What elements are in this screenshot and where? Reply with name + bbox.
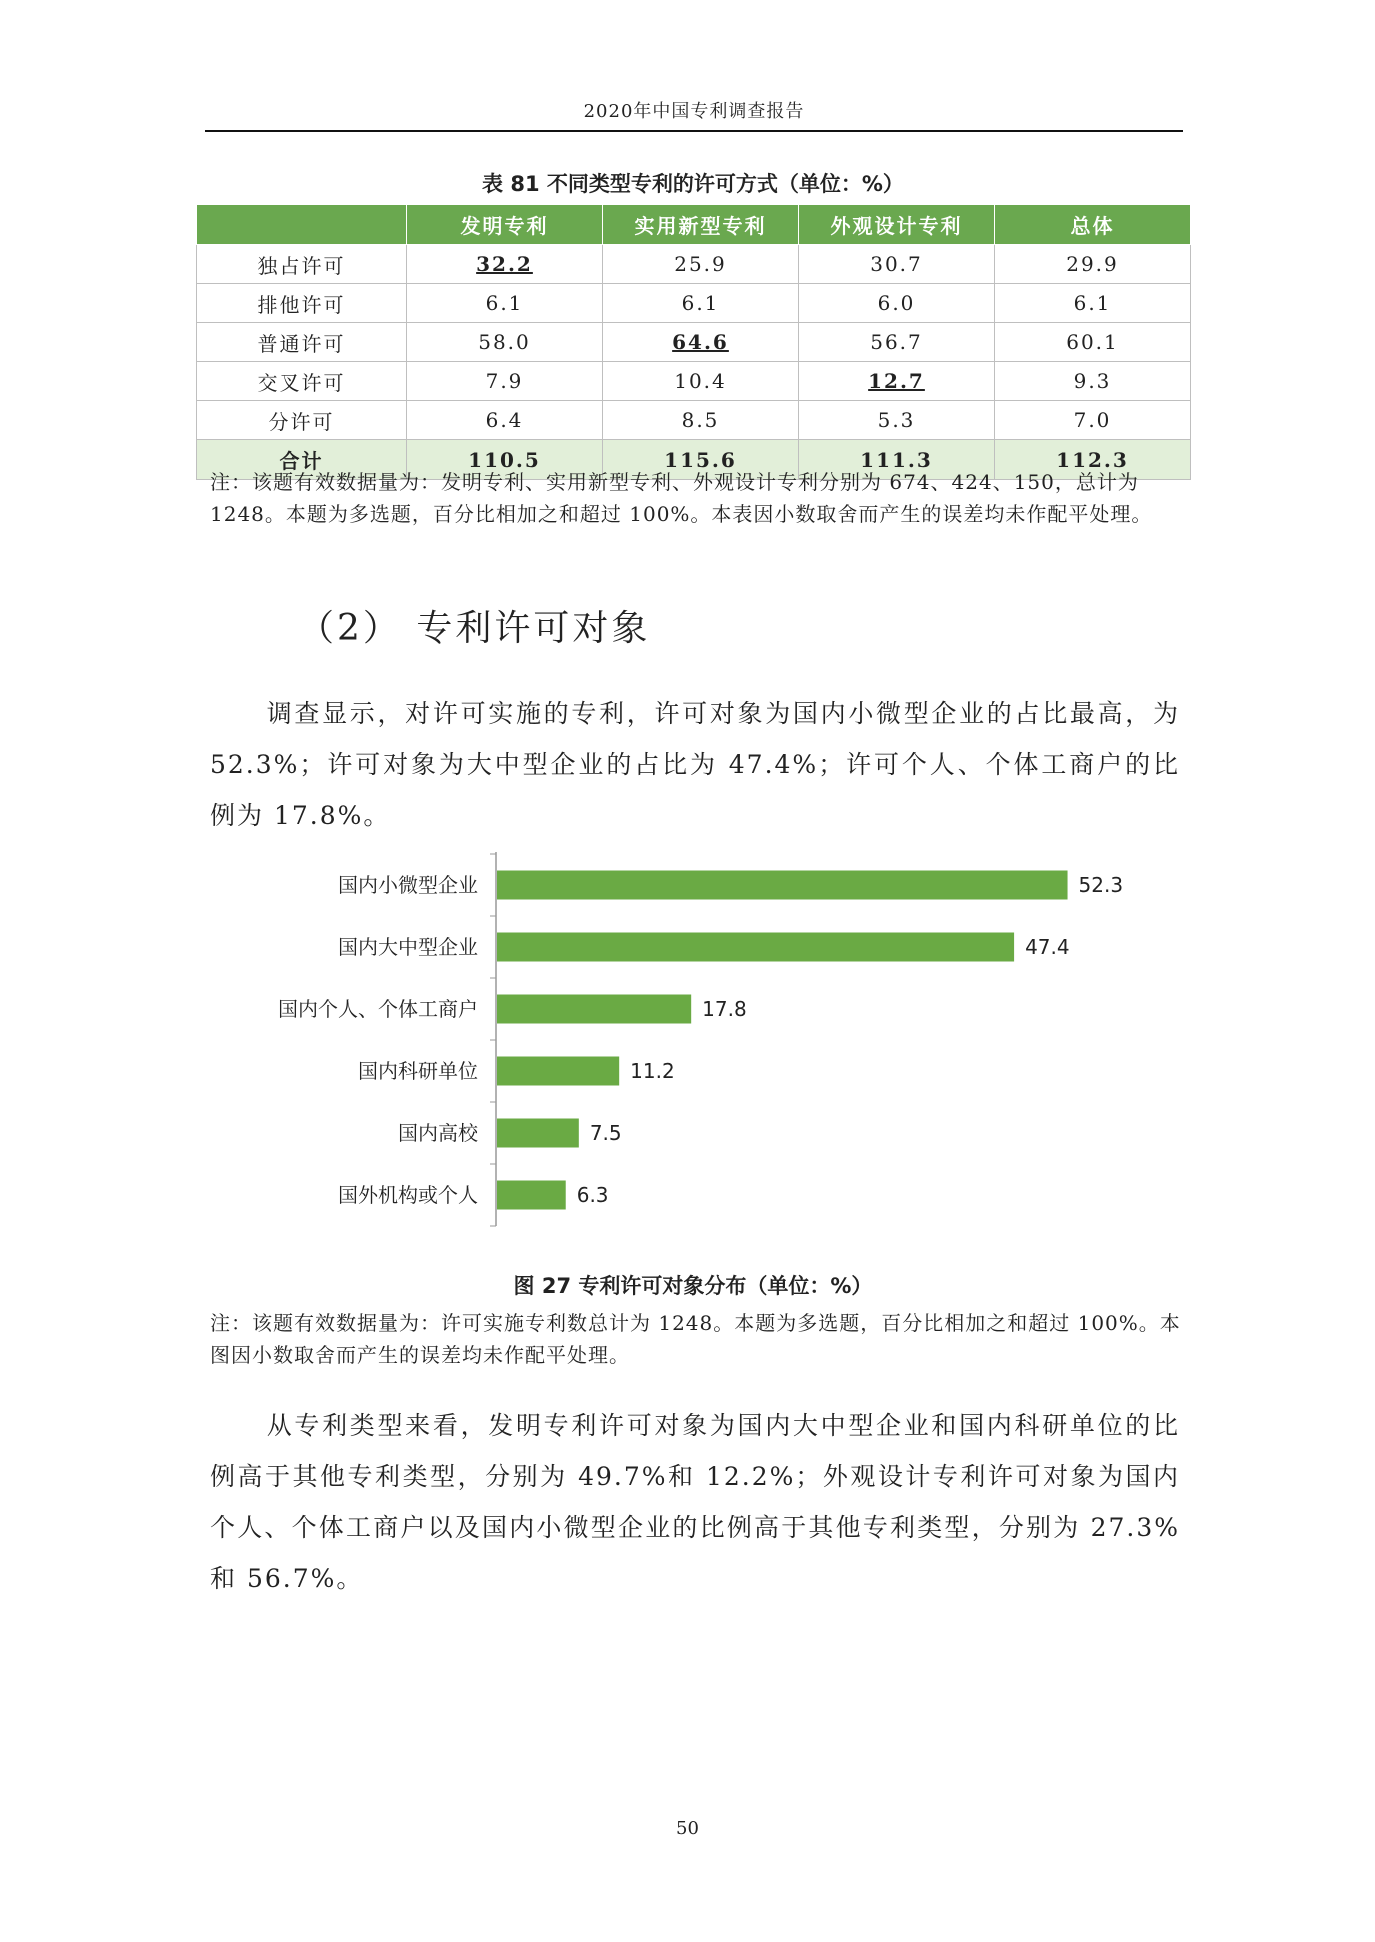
table-cell: 60.1 [995, 323, 1191, 362]
table-cell: 6.1 [603, 284, 799, 323]
table-cell: 64.6 [603, 323, 799, 362]
license-target-bar-chart [220, 850, 1180, 1230]
data-label: 11.2 [630, 1059, 675, 1083]
column-header: 发明专利 [407, 205, 603, 245]
row-label: 独占许可 [197, 245, 407, 284]
table-row [197, 401, 1191, 440]
table-cell: 111.3 [799, 440, 995, 480]
column-header: 实用新型专利 [603, 205, 799, 245]
column-header: 外观设计专利 [799, 205, 995, 245]
data-label: 17.8 [702, 997, 747, 1021]
bar [497, 871, 1068, 900]
table-cell: 32.2 [407, 245, 603, 284]
body-paragraph [210, 688, 1180, 841]
table-cell: 115.6 [603, 440, 799, 480]
row-label: 合计 [197, 440, 407, 480]
category-label: 国内高校 [398, 1121, 478, 1145]
table-cell: 6.1 [407, 284, 603, 323]
page-number: 50 [676, 1818, 699, 1839]
license-type-table [196, 204, 1191, 480]
table-cell: 6.4 [407, 401, 603, 440]
bar [497, 1181, 566, 1210]
row-label: 普通许可 [197, 323, 407, 362]
table-cell: 8.5 [603, 401, 799, 440]
paragraph-text: 从专利类型来看，发明专利许可对象为国内大中型企业和国内科研单位的比例高于其他专利类型，分别为 49.7%和 12.2%；外观设计专利许可对象为国内个人、个体工商户以及国内小微型企业的比例高于其他专利类型，分别为 27.3%和 56.7%。 [210, 1411, 1180, 1593]
table-cell: 5.3 [799, 401, 995, 440]
data-label: 52.3 [1078, 873, 1124, 897]
table-header-row [197, 205, 1191, 245]
body-paragraph [210, 1400, 1180, 1604]
table-cell: 110.5 [407, 440, 603, 480]
category-label: 国外机构或个人 [338, 1183, 478, 1207]
category-label: 国内个人、个体工商户 [278, 997, 478, 1021]
bar [497, 1119, 579, 1148]
table-cell: 12.7 [799, 362, 995, 401]
table-cell: 56.7 [799, 323, 995, 362]
row-label: 分许可 [197, 401, 407, 440]
bar [497, 1057, 619, 1086]
table-cell: 6.0 [799, 284, 995, 323]
table-row [197, 362, 1191, 401]
table-note: 注：该题有效数据量为：发明专利、实用新型专利、外观设计专利分别为 674、424、150，总计为 1248。本题为多选题，百分比相加之和超过 100%。本表因小数取舍而产生的误差均未作配平处理。 [210, 470, 1153, 526]
category-label: 国内小微型企业 [338, 873, 478, 897]
table-caption: 表 81 不同类型专利的许可方式（单位：%） [482, 172, 904, 196]
bar [497, 995, 691, 1024]
table-row [197, 245, 1191, 284]
column-header [197, 205, 407, 245]
running-header: 2020年中国专利调查报告 [205, 98, 1183, 132]
table-cell: 7.0 [995, 401, 1191, 440]
data-label: 6.3 [576, 1183, 609, 1207]
figure-note: 注：该题有效数据量为：许可实施专利数总计为 1248。本题为多选题，百分比相加之和超过 100%。本图因小数取舍而产生的误差均未作配平处理。 [210, 1311, 1181, 1367]
table-cell: 30.7 [799, 245, 995, 284]
table-cell: 6.1 [995, 284, 1191, 323]
data-label: 7.5 [589, 1121, 622, 1145]
table-cell: 10.4 [603, 362, 799, 401]
table-cell: 9.3 [995, 362, 1191, 401]
data-label: 47.4 [1025, 935, 1070, 959]
table-cell: 112.3 [995, 440, 1191, 480]
category-label: 国内大中型企业 [338, 935, 478, 959]
table-cell: 25.9 [603, 245, 799, 284]
row-label: 交叉许可 [197, 362, 407, 401]
section-title: （2） 专利许可对象 [298, 608, 651, 649]
category-label: 国内科研单位 [358, 1059, 478, 1083]
bar [497, 933, 1014, 962]
paragraph-text: 调查显示，对许可实施的专利，许可对象为国内小微型企业的占比最高，为 52.3%；许可对象为大中型企业的占比为 47.4%；许可个人、个体工商户的比例为 17.8%。 [210, 699, 1180, 830]
table-row [197, 284, 1191, 323]
row-label: 排他许可 [197, 284, 407, 323]
figure-caption: 图 27 专利许可对象分布（单位：%） [513, 1274, 873, 1298]
table-cell: 58.0 [407, 323, 603, 362]
table-cell: 29.9 [995, 245, 1191, 284]
table-row [197, 323, 1191, 362]
column-header: 总体 [995, 205, 1191, 245]
table-cell: 7.9 [407, 362, 603, 401]
